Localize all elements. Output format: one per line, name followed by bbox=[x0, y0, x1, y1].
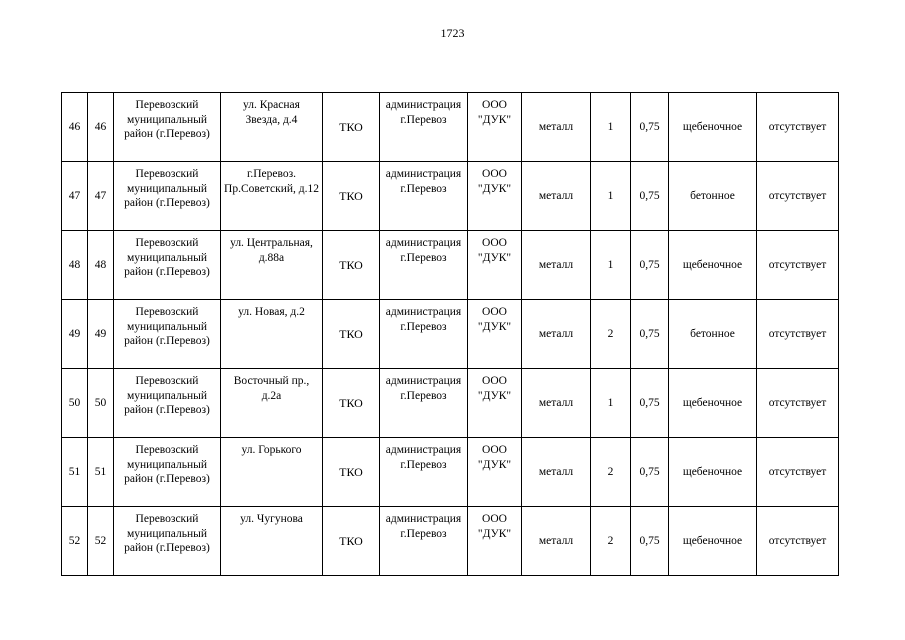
waste-type-cell: ТКО bbox=[323, 231, 380, 300]
row-number-cell: 49 bbox=[62, 300, 88, 369]
surface-type-cell: щебеночное bbox=[669, 93, 757, 162]
operator-cell: ООО "ДУК" bbox=[468, 507, 522, 576]
address-cell: ул. Горького bbox=[221, 438, 323, 507]
container-volume-cell: 0,75 bbox=[631, 438, 669, 507]
address-cell: ул. Новая, д.2 bbox=[221, 300, 323, 369]
site-id-cell: 51 bbox=[88, 438, 114, 507]
surface-type-cell: щебеночное bbox=[669, 507, 757, 576]
waste-type-cell: ТКО bbox=[323, 162, 380, 231]
address-cell: ул. Красная Звезда, д.4 bbox=[221, 93, 323, 162]
address-cell: ул. Чугунова bbox=[221, 507, 323, 576]
district-cell: Перевозский муниципальный район (г.Перевоз) bbox=[114, 93, 221, 162]
row-number-cell: 52 bbox=[62, 507, 88, 576]
owner-cell: администрация г.Перевоз bbox=[380, 300, 468, 369]
site-id-cell: 49 bbox=[88, 300, 114, 369]
surface-type-cell: бетонное bbox=[669, 300, 757, 369]
table-row bbox=[62, 162, 839, 231]
table-row bbox=[62, 507, 839, 576]
district-cell: Перевозский муниципальный район (г.Перевоз) bbox=[114, 369, 221, 438]
row-number-cell: 51 bbox=[62, 438, 88, 507]
container-material-cell: металл bbox=[522, 507, 591, 576]
address-cell: г.Перевоз. Пр.Советский, д.12 bbox=[221, 162, 323, 231]
container-count-cell: 1 bbox=[591, 93, 631, 162]
district-cell: Перевозский муниципальный район (г.Перевоз) bbox=[114, 507, 221, 576]
waste-sites-table bbox=[61, 92, 839, 576]
table-row bbox=[62, 300, 839, 369]
table-body bbox=[62, 93, 839, 576]
container-count-cell: 1 bbox=[591, 162, 631, 231]
district-cell: Перевозский муниципальный район (г.Перевоз) bbox=[114, 438, 221, 507]
container-volume-cell: 0,75 bbox=[631, 300, 669, 369]
container-volume-cell: 0,75 bbox=[631, 507, 669, 576]
operator-cell: ООО "ДУК" bbox=[468, 231, 522, 300]
table-row bbox=[62, 93, 839, 162]
site-id-cell: 50 bbox=[88, 369, 114, 438]
site-id-cell: 47 bbox=[88, 162, 114, 231]
operator-cell: ООО "ДУК" bbox=[468, 93, 522, 162]
fence-status-cell: отсутствует bbox=[757, 162, 839, 231]
container-count-cell: 2 bbox=[591, 507, 631, 576]
operator-cell: ООО "ДУК" bbox=[468, 438, 522, 507]
owner-cell: администрация г.Перевоз bbox=[380, 438, 468, 507]
table-row bbox=[62, 369, 839, 438]
container-volume-cell: 0,75 bbox=[631, 93, 669, 162]
owner-cell: администрация г.Перевоз bbox=[380, 507, 468, 576]
table-row bbox=[62, 231, 839, 300]
operator-cell: ООО "ДУК" bbox=[468, 369, 522, 438]
fence-status-cell: отсутствует bbox=[757, 300, 839, 369]
table-row bbox=[62, 438, 839, 507]
waste-type-cell: ТКО bbox=[323, 369, 380, 438]
fence-status-cell: отсутствует bbox=[757, 369, 839, 438]
container-count-cell: 1 bbox=[591, 231, 631, 300]
waste-type-cell: ТКО bbox=[323, 438, 380, 507]
site-id-cell: 48 bbox=[88, 231, 114, 300]
container-material-cell: металл bbox=[522, 162, 591, 231]
container-material-cell: металл bbox=[522, 231, 591, 300]
address-cell: Восточный пр., д.2а bbox=[221, 369, 323, 438]
waste-type-cell: ТКО bbox=[323, 300, 380, 369]
district-cell: Перевозский муниципальный район (г.Перевоз) bbox=[114, 162, 221, 231]
page-number: 1723 bbox=[440, 26, 465, 40]
container-material-cell: металл bbox=[522, 438, 591, 507]
container-material-cell: металл bbox=[522, 300, 591, 369]
surface-type-cell: щебеночное bbox=[669, 438, 757, 507]
row-number-cell: 48 bbox=[62, 231, 88, 300]
owner-cell: администрация г.Перевоз bbox=[380, 93, 468, 162]
container-count-cell: 2 bbox=[591, 300, 631, 369]
district-cell: Перевозский муниципальный район (г.Перевоз) bbox=[114, 300, 221, 369]
waste-type-cell: ТКО bbox=[323, 507, 380, 576]
operator-cell: ООО "ДУК" bbox=[468, 162, 522, 231]
surface-type-cell: щебеночное bbox=[669, 231, 757, 300]
container-material-cell: металл bbox=[522, 369, 591, 438]
site-id-cell: 52 bbox=[88, 507, 114, 576]
owner-cell: администрация г.Перевоз bbox=[380, 231, 468, 300]
owner-cell: администрация г.Перевоз bbox=[380, 162, 468, 231]
row-number-cell: 46 bbox=[62, 93, 88, 162]
site-id-cell: 46 bbox=[88, 93, 114, 162]
surface-type-cell: бетонное bbox=[669, 162, 757, 231]
container-volume-cell: 0,75 bbox=[631, 231, 669, 300]
address-cell: ул. Центральная, д.88а bbox=[221, 231, 323, 300]
container-count-cell: 1 bbox=[591, 369, 631, 438]
fence-status-cell: отсутствует bbox=[757, 231, 839, 300]
row-number-cell: 47 bbox=[62, 162, 88, 231]
owner-cell: администрация г.Перевоз bbox=[380, 369, 468, 438]
fence-status-cell: отсутствует bbox=[757, 438, 839, 507]
row-number-cell: 50 bbox=[62, 369, 88, 438]
operator-cell: ООО "ДУК" bbox=[468, 300, 522, 369]
container-volume-cell: 0,75 bbox=[631, 162, 669, 231]
surface-type-cell: щебеночное bbox=[669, 369, 757, 438]
waste-type-cell: ТКО bbox=[323, 93, 380, 162]
container-material-cell: металл bbox=[522, 93, 591, 162]
container-count-cell: 2 bbox=[591, 438, 631, 507]
container-volume-cell: 0,75 bbox=[631, 369, 669, 438]
district-cell: Перевозский муниципальный район (г.Перевоз) bbox=[114, 231, 221, 300]
fence-status-cell: отсутствует bbox=[757, 507, 839, 576]
fence-status-cell: отсутствует bbox=[757, 93, 839, 162]
